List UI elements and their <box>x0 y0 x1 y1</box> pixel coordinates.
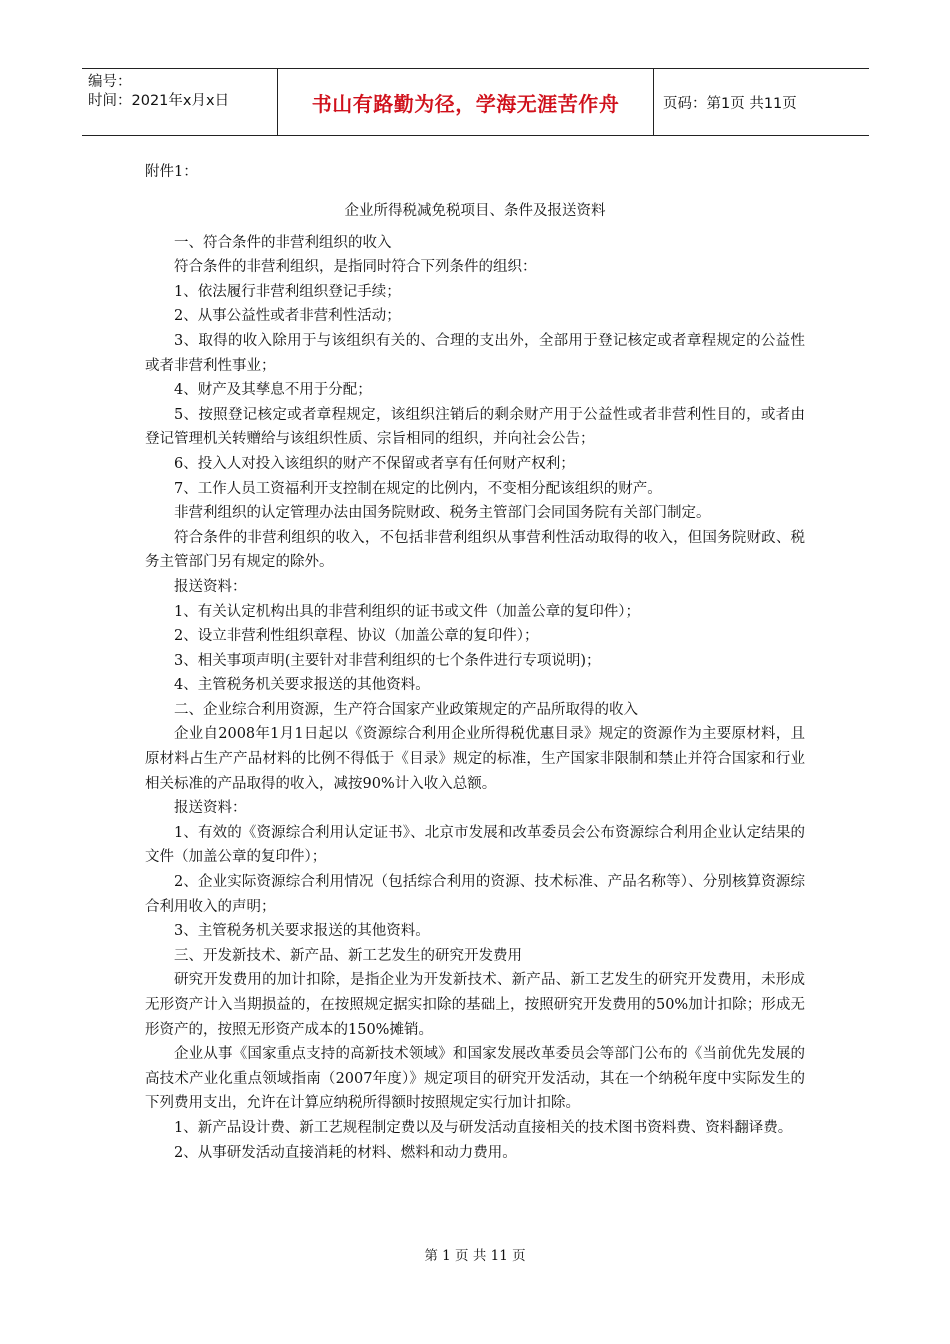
header-meta <box>88 73 229 111</box>
paragraph: 2、从事公益性或者非营利性活动； <box>174 308 401 325</box>
paragraph: 2、企业实际资源综合利用情况（包括综合利用的资源、技术标准、产品名称等）、分别核算资源综合利用收入的声明； <box>145 874 805 915</box>
page-footer: 第 1 页 共 11 页 <box>424 1248 526 1264</box>
paragraph: 3、主管税务机关要求报送的其他资料。 <box>174 923 430 940</box>
paragraph: 4、财产及其孳息不用于分配； <box>174 382 372 399</box>
paragraph: 7、工作人员工资福利开支控制在规定的比例内，不变相分配该组织的财产。 <box>174 480 662 497</box>
document-title: 企业所得税减免税项目、条件及报送资料 <box>344 202 606 219</box>
paragraph: 企业从事《国家重点支持的高新技术领域》和国家发展改革委员会等部门公布的《当前优先发展的高技术产业化重点领域指南（2007年度）》规定项目的研究开发活动，其在一个纳税年度中实际发生的下列费用支出，允许在计算应纳税所得额时按照规定实行加计扣除。 <box>145 1046 805 1112</box>
paragraph: 1、有关认定机构出具的非营利组织的证书或文件（加盖公章的复印件）； <box>174 603 640 620</box>
paragraph: 2、从事研发活动直接消耗的材料、燃料和动力费用。 <box>174 1144 517 1161</box>
header-number: 编号： <box>88 74 132 90</box>
paragraph: 二、企业综合利用资源，生产符合国家产业政策规定的产品所取得的收入 <box>174 701 638 718</box>
paragraph: 1、新产品设计费、新工艺规程制定费以及与研发活动直接相关的技术图书资料费、资料翻译费。 <box>174 1119 793 1136</box>
paragraph-list <box>145 231 805 1166</box>
paragraph: 研究开发费用的加计扣除，是指企业为开发新技术、新产品、新工艺发生的研究开发费用，未形成无形资产计入当期损益的，在按照规定据实扣除的基础上，按照研究开发费用的50%加计扣除；形成无形资产的，按照无形资产成本的150%摊销。 <box>145 972 805 1038</box>
paragraph: 3、相关事项声明(主要针对非营利组织的七个条件进行专项说明)； <box>174 652 601 669</box>
paragraph: 5、按照登记核定或者章程规定，该组织注销后的剩余财产用于公益性或者非营利性目的，或者由登记管理机关转赠给与该组织性质、宗旨相同的组织，并向社会公告； <box>145 406 805 448</box>
paragraph: 三、开发新技术、新产品、新工艺发生的研究开发费用 <box>174 947 522 964</box>
header-divider <box>653 69 654 135</box>
attachment-label: 附件1： <box>145 164 198 180</box>
paragraph: 非营利组织的认定管理办法由国务院财政、税务主管部门会同国务院有关部门制定。 <box>174 505 711 522</box>
paragraph: 报送资料： <box>174 578 247 595</box>
paragraph: 符合条件的非营利组织的收入，不包括非营利组织从事营利性活动取得的收入，但国务院财政、税务主管部门另有规定的除外。 <box>145 529 805 571</box>
paragraph: 4、主管税务机关要求报送的其他资料。 <box>174 677 430 694</box>
paragraph: 企业自2008年1月1日起以《资源综合利用企业所得税优惠目录》规定的资源作为主要原材料，且原材料占生产产品材料的比例不得低于《目录》规定的标准，生产国家非限制和禁止并符合国家和行业相关标准的产品取得的收入，减按90%计入收入总额。 <box>145 726 805 792</box>
paragraph: 6、投入人对投入该组织的财产不保留或者享有任何财产权利； <box>174 455 575 472</box>
paragraph: 3、取得的收入除用于与该组织有关的、合理的支出外，全部用于登记核定或者章程规定的公益性或者非营利性事业； <box>145 332 805 374</box>
header-motto: 书山有路勤为径，学海无涯苦作舟 <box>311 91 620 116</box>
paragraph: 一、符合条件的非营利组织的收入 <box>174 234 392 251</box>
paragraph: 1、依法履行非营利组织登记手续； <box>174 283 401 300</box>
paragraph: 2、设立非营利性组织章程、协议（加盖公章的复印件）； <box>174 628 539 645</box>
header-page-info: 页码：第1页 共11页 <box>663 95 797 112</box>
page-header <box>82 68 869 136</box>
paragraph: 1、有效的《资源综合利用认定证书》、北京市发展和改革委员会公布资源综合利用企业认定结果的文件（加盖公章的复印件）； <box>145 824 805 866</box>
document-body <box>145 160 805 1165</box>
paragraph: 符合条件的非营利组织，是指同时符合下列条件的组织： <box>174 259 537 276</box>
header-time: 时间：2021年x月x日 <box>88 93 230 109</box>
paragraph: 报送资料： <box>174 800 247 817</box>
